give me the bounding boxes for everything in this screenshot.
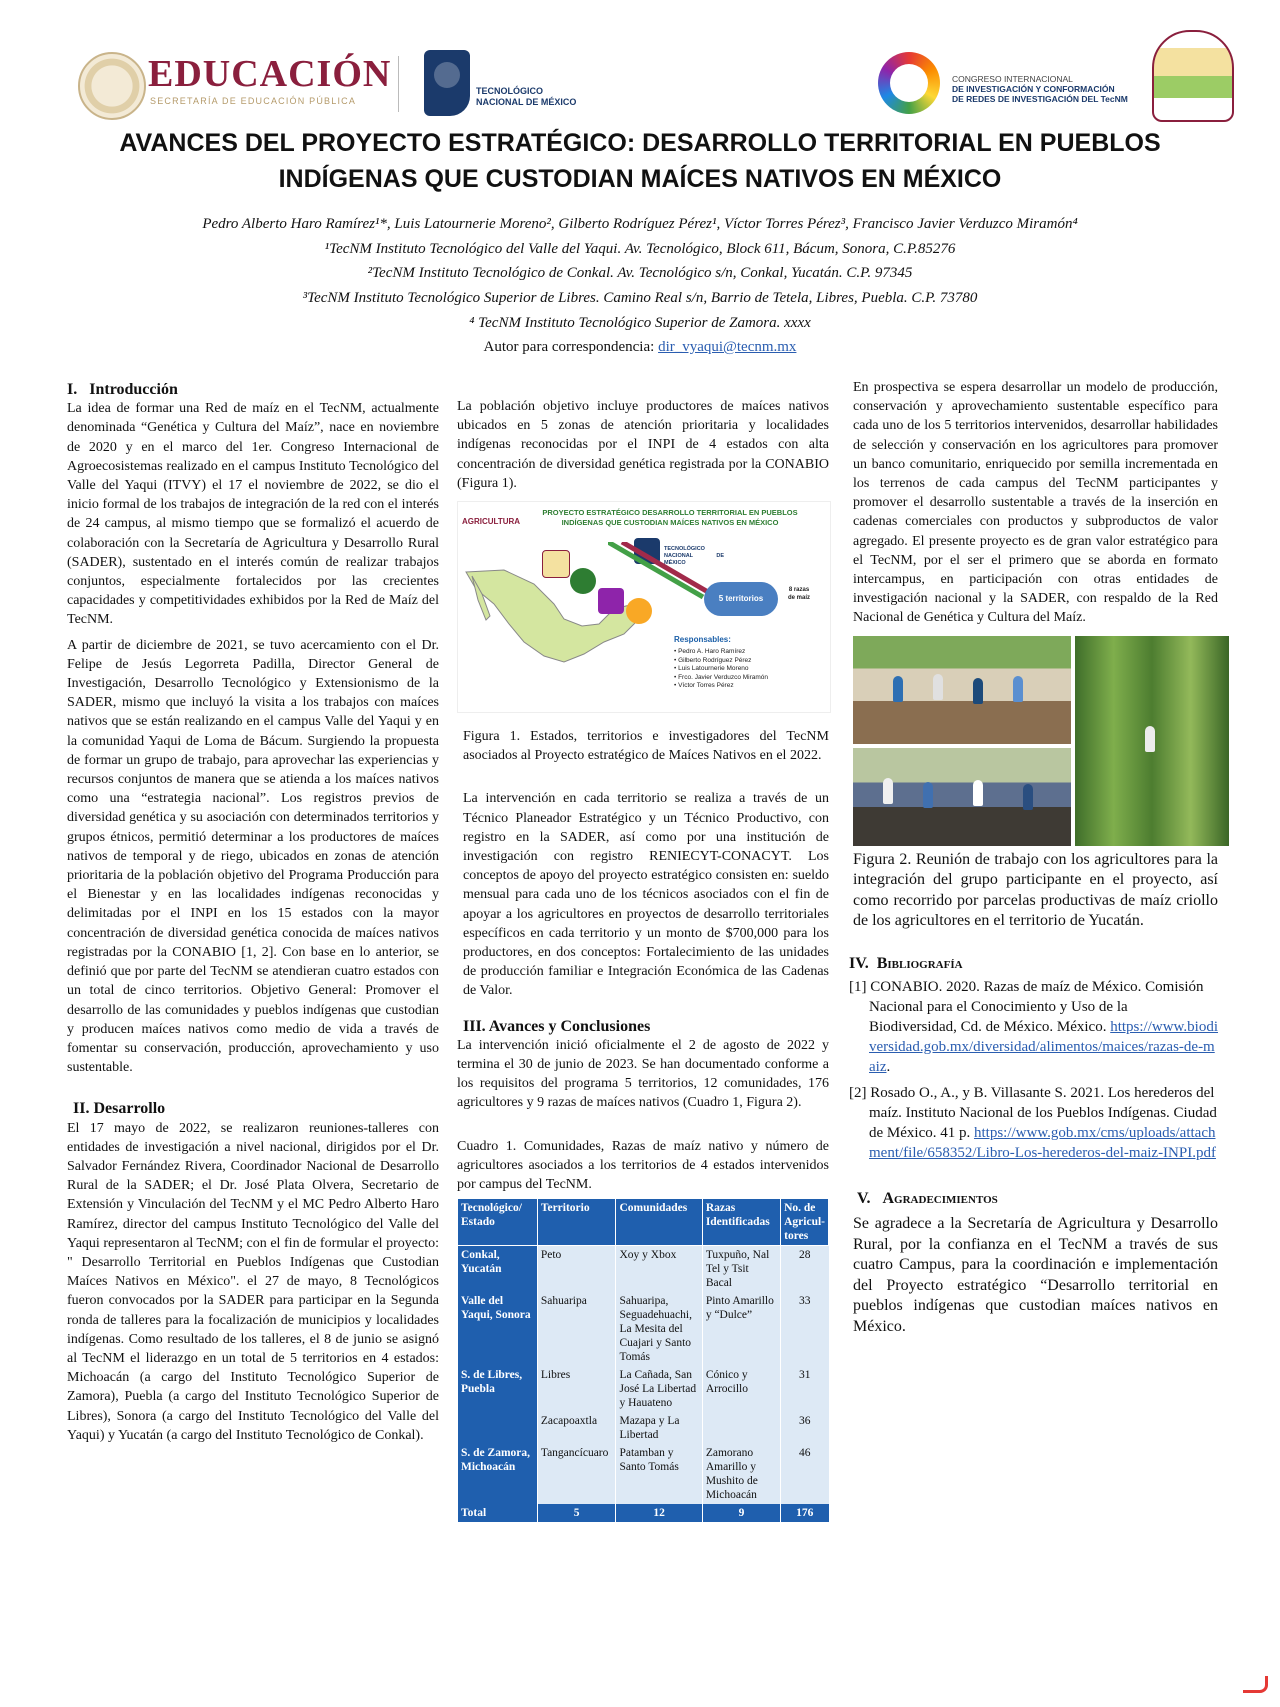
cell-agricultores: 33 xyxy=(781,1292,829,1366)
agradecimientos-heading xyxy=(853,1189,1218,1208)
agradecimientos-heading-text: Agradecimientos xyxy=(882,1189,998,1207)
cell-razas: Tuxpuño, Nal Tel y Tsit Bacal xyxy=(702,1246,780,1293)
bibliografia-heading-text: Bibliografía xyxy=(876,954,963,972)
total-razas: 9 xyxy=(702,1504,780,1522)
bibliografia-heading-num: IV. xyxy=(849,954,869,972)
educacion-wordmark: EDUCACIÓN xyxy=(148,53,392,95)
spacer xyxy=(457,771,829,789)
column-1 xyxy=(67,380,439,1451)
cell-agricultores: 28 xyxy=(781,1246,829,1293)
intro-heading-num: I. xyxy=(67,381,78,398)
header-comunidades: Comunidades xyxy=(616,1199,702,1246)
desarrollo-paragraph-1: El 17 mayo de 2022, se realizaron reuniones-talleres con entidades de investigación a nivel nacional, dirigidos por el Dr. Salvador Fernández Rivera, Coordinador Nacional de Desarrollo Rural de la SADER; el Dr. José Plata Olvera, Secretario de Extensión y Vinculación del TecNM y el MC Pedro Alberto Haro Ramírez, director del campus Instituto Tecnológico del Valle del Yaqui representaron al TecNM; con el fin de formular el proyecto: " Desarrollo Territorial en Pueblos Indígenas que Custodian Maíces Nativos en México". el 27 de mayo, 8 Tecnológicos fueron convocados por la SADER para participar en la Segunda ronda de talleres para la focalización de municipios y localidades indígenas. Como resultado de los talleres, el 8 de junio se asignó al TecNM el liderazgo en un total de 5 territorios en 4 estados: Michoacán (a cargo del Instituto Tecnológico Superior de Zamora), Puebla (a cargo del Instituto Tecnológico Superior de Libres), Sonora (a cargo del Instituto Tecnológico del Valle del Yaqui) y Yucatán (a cargo del Instituto Tecnológico de Conkal). xyxy=(67,1120,439,1443)
cell-agricultores: 36 xyxy=(781,1412,829,1444)
congreso-wordmark xyxy=(952,74,1128,104)
reference-1-end: . xyxy=(886,1058,891,1075)
person-icon xyxy=(893,676,903,702)
cell-comunidades: Xoy y Xbox xyxy=(616,1246,702,1293)
responsable-5: • Víctor Torres Pérez xyxy=(674,682,734,690)
escudo-mini-icon xyxy=(542,550,570,578)
figure-1-title-line-2: INDÍGENAS QUE CUSTODIAN MAÍCES NATIVOS EN MÉXICO xyxy=(561,518,779,528)
sep-subtitle: SECRETARÍA DE EDUCACIÓN PÚBLICA xyxy=(150,96,357,106)
congreso-line-3: DE REDES DE INVESTIGACIÓN DEL TecNM xyxy=(952,94,1128,104)
person-icon xyxy=(1023,784,1033,810)
total-comunidades: 12 xyxy=(616,1504,702,1522)
congreso-ring-icon xyxy=(878,52,940,114)
table-header-row xyxy=(458,1199,829,1246)
person-icon xyxy=(973,678,983,704)
column-2 xyxy=(457,378,829,1522)
cell-territorio: Zacapoaxtla xyxy=(537,1412,616,1444)
person-icon xyxy=(973,780,983,806)
affiliation-4: ⁴ TecNM Instituto Tecnológico Superior de Zamora. xxxx xyxy=(469,315,811,331)
reference-1-link[interactable]: https://www.biodiversidad.gob.mx/diversidad/alimentos/maices/razas-de-maiz xyxy=(869,1018,1219,1075)
figure-2-caption: Figura 2. Reunión de trabajo con los agricultores para la integración del grupo participante en el proyecto, así como recorrido por parcelas productivas de maíz criollo de los agricultores en el territorio de Yucatán. xyxy=(853,850,1218,930)
tecnm-wordmark xyxy=(476,86,576,108)
table-row xyxy=(458,1292,829,1366)
cell-agricultores: 46 xyxy=(781,1444,829,1504)
desarrollo-paragraph-3: La intervención en cada territorio se realiza a través de un Técnico Planeador Estratégico y un Técnico Productivo, con registro en la SADER, así como por una institución de investigación con registro RENIECYT-CONACYT. Los conceptos de apoyo del proyecto estratégico consisten en: sueldo mensual para cada uno de los técnicos asociados con el fin de apoyar a los agricultores en proyectos de desarrollo territoriales específicos en cada territorio y un monto de $700,000 para los productores, en dos conceptos: Fortalecimiento de las unidades de producción familiar e Integración Económica de las Cadenas de Valor. xyxy=(463,791,829,999)
shield-icon xyxy=(1152,30,1234,122)
razas-line-1: 8 razas xyxy=(788,587,810,594)
tecnm-line-2: NACIONAL DE MÉXICO xyxy=(476,97,577,107)
desarrollo-paragraph-2: La población objetivo incluye productores de maíces nativos ubicados en 5 zonas de atención prioritaria y localidades indígenas reconocidas por el INPI de 4 estados con alta concentración de diversidad genética registrada por la CONABIO (Figura 1). xyxy=(457,399,829,491)
cell-comunidades: La Cañada, San José La Libertad y Hauateno xyxy=(616,1366,702,1412)
header-razas: Razas Identificadas xyxy=(702,1199,780,1246)
bibliografia-list xyxy=(849,977,1218,1163)
avances-heading: III. Avances y Conclusiones xyxy=(463,1017,651,1035)
table-row xyxy=(458,1444,829,1504)
reference-2-text: [2] Rosado O., A., y B. Villasante S. 2021. Los herederos del maíz. Instituto Nacional de los Pueblos Indígenas. Ciudad de México. 41 p. xyxy=(849,1084,1217,1141)
congreso-line-1: CONGRESO INTERNACIONAL xyxy=(952,74,1073,84)
total-territorio: 5 xyxy=(537,1504,616,1522)
reference-1 xyxy=(849,977,1218,1077)
intro-heading xyxy=(67,380,439,399)
reference-2-link[interactable]: https://www.gob.mx/cms/uploads/attachment/file/658352/Libro-Los-herederos-del-maiz-INPI.pdf xyxy=(869,1124,1216,1161)
figure-1-title xyxy=(520,508,820,528)
tecnm-logo xyxy=(424,50,584,116)
tecnm-eagle-icon xyxy=(424,50,470,116)
cell-comunidades: Mazapa y La Libertad xyxy=(616,1412,702,1444)
figure-1-title-line-1: PROYECTO ESTRATÉGICO DESARROLLO TERRITORIAL EN PUEBLOS xyxy=(542,508,798,518)
agricultura-logo: AGRICULTURA xyxy=(462,517,521,527)
cell-razas: Zamorano Amarillo y Mushito de Michoacán xyxy=(702,1444,780,1504)
table-caption: Cuadro 1. Comunidades, Razas de maíz nativo y número de agricultores asociados a los territorios de 4 estados intervenidos por campus del TecNM. xyxy=(457,1138,829,1193)
territorios-badge: 5 territorios xyxy=(704,582,778,616)
arrow-line-green xyxy=(608,542,703,597)
conkal-mini-icon xyxy=(570,568,596,594)
logo-divider xyxy=(398,56,399,112)
responsable-2: • Gilberto Rodríguez Pérez xyxy=(674,656,752,664)
person-icon xyxy=(883,778,893,804)
cell-estado: S. de Libres, Puebla xyxy=(458,1366,538,1444)
cell-territorio: Tangancícuaro xyxy=(537,1444,616,1504)
person-icon xyxy=(923,782,933,808)
table-row xyxy=(458,1246,829,1293)
avances-paragraph-1: La intervención inició oficialmente el 2 de agosto de 2022 y termina el 30 de junio de 2023. Se han documentado conforme a los requisitos del programa 5 territorios, 12 comunidades, 176 agricultores y 9 razas de maíces nativos (Cuadro 1, Figura 2). xyxy=(457,1037,829,1111)
table-row xyxy=(458,1366,829,1412)
affiliation-1: ¹TecNM Instituto Tecnológico del Valle del Yaqui. Av. Tecnológico, Block 611, Bácum, Sonora, C.P.85276 xyxy=(324,241,956,257)
desarrollo-heading: II. Desarrollo xyxy=(73,1100,166,1118)
educacion-logo xyxy=(78,50,392,110)
agradecimientos-heading-num: V. xyxy=(857,1189,871,1207)
figure-1-caption: Figura 1. Estados, territorios e investigadores del TecNM asociados al Proyecto estratégico de Maíces Nativos en el 2022. xyxy=(463,729,829,764)
header-territorio: Territorio xyxy=(537,1199,616,1246)
person-icon xyxy=(1145,726,1155,752)
cell-estado: Valle del Yaqui, Sonora xyxy=(458,1292,538,1366)
communities-table xyxy=(457,1198,829,1522)
intro-paragraph-1: La idea de formar una Red de maíz en el TecNM, actualmente denominada “Genética y Cultura del Maíz”, nace en noviembre de 2020 y en el marco del 1er. Congreso Internacional de Agroecosistemas realizado en el campus Instituto Tecnológico del Valle del Yaqui (ITVY) el 17 el noviembre de 2022, se dio el inicio formal de los trabajos de integración de la red con el interés de 24 campus, al mismo tiempo que se formalizó el acuerdo de colaboración con la Secretaría de Agricultura y Desarrollo Rural (SADER), sustentado en el interés común de realizar trabajos conjuntos, especialmente fortalecidos por las crecientes capacidades y competitividades exhibidos por la Red de Maíz del TecNM. xyxy=(67,401,439,628)
figure-2-photos xyxy=(853,636,1229,846)
authors: Pedro Alberto Haro Ramírez¹*, Luis Latournerie Moreno², Gilberto Rodríguez Pérez¹, Víctor Torres Pérez³, Francisco Javier Verduzco Miramón⁴ xyxy=(202,216,1078,232)
spacer xyxy=(457,1119,829,1137)
national-seal-icon xyxy=(78,52,146,120)
cell-comunidades: Sahuaripa, Seguadehuachi, La Mesita del Cuajari y Santo Tomás xyxy=(616,1292,702,1366)
cell-territorio: Sahuaripa xyxy=(537,1292,616,1366)
responsable-1: • Pedro A. Haro Ramírez xyxy=(674,648,746,656)
cell-estado: S. de Zamora, Michoacán xyxy=(458,1444,538,1504)
person-icon xyxy=(933,674,943,700)
title-line-2: INDÍGENAS QUE CUSTODIAN MAÍCES NATIVOS EN MÉXICO xyxy=(278,165,1002,193)
affiliation-3: ³TecNM Instituto Tecnológico Superior de Libres. Camino Real s/n, Barrio de Tetela, Libres, Puebla. C.P. 73780 xyxy=(302,290,978,306)
cell-razas: Cónico y Arrocillo xyxy=(702,1366,780,1444)
header-estado: Tecnológico/ Estado xyxy=(458,1199,538,1246)
congreso-logo xyxy=(878,52,1168,114)
responsable-4: • Frco. Javier Verduzco Miramón xyxy=(674,673,769,681)
responsables-list xyxy=(674,648,768,691)
reference-1-text: [1] CONABIO. 2020. Razas de maíz de México. Comisión Nacional para el Conocimiento y Uso de la Biodiversidad, Cd. de México. México. xyxy=(849,978,1204,1035)
figure-1 xyxy=(457,501,831,713)
poster-title xyxy=(60,125,1220,197)
cell-agricultores: 31 xyxy=(781,1366,829,1412)
bibliografia-heading xyxy=(849,954,1218,973)
agradecimientos-text: Se agradece a la Secretaría de Agricultura y Desarrollo Rural, por la confianza en el TecNM a través de sus cuatro Campus, para la coordinación e implementación del Proyecto estratégico “Desarrollo territorial en pueblos indígenas que custodian maíces nativos en México. xyxy=(853,1215,1218,1335)
tecnm-line-1: TECNOLÓGICO xyxy=(476,86,543,96)
responsables-label: Responsables: xyxy=(674,635,731,645)
meeting-photo-1 xyxy=(853,636,1071,744)
person-icon xyxy=(1013,676,1023,702)
responsable-3: • Luis Latournerie Moreno xyxy=(674,665,749,673)
cell-territorio: Peto xyxy=(537,1246,616,1293)
intro-heading-text: Introducción xyxy=(89,381,178,398)
total-label: Total xyxy=(458,1504,538,1522)
razas-label xyxy=(788,586,810,602)
affiliation-2: ²TecNM Instituto Tecnológico de Conkal. Av. Tecnológico s/n, Conkal, Yucatán. C.P. 97345 xyxy=(367,265,913,281)
reference-2 xyxy=(849,1083,1218,1163)
correspondence-email-link[interactable]: dir_vyaqui@tecnm.mx xyxy=(658,339,797,355)
header-agricultores: No. de Agricul-tores xyxy=(781,1199,829,1246)
prospectiva-paragraph: En prospectiva se espera desarrollar un modelo de producción, conservación y aprovechamiento sustentable específico para cada uno de los 5 territorios intervenidos, desarrollar habilidades de selección y conservación en los agricultores para promover un banco comunitario, enriquecido por semilla incrementada en los terrenos de cada campus del TecNM participantes y promover el desarrollo sustentable a través de la inserción en cadenas comerciales con productos y subproductos de valor agregado. El presente proyecto es de gran valor estratégico para el TecNM, por el ser el primero que se aborda en formato intercampus, en participación con otras entidades de investigación nacional y la SADER, con respaldo de la Red Nacional de Genética y Cultura del Maíz. xyxy=(853,380,1218,626)
intro-paragraph-2: A partir de diciembre de 2021, se tuvo acercamiento con el Dr. Felipe de Jesús Legorreta Padilla, Director General de Investigación, Desarrollo Tecnológico y Extensionismo de la SADER, mismo que incluyó la visita a los trabajos con maíces nativos que se están realizando en el campus Valle del Yaqui y en la comunidad Yaqui de Loma de Bácum. Surgiendo la propuesta de formar un grupo de trabajo, para aprovechar las experiencias y recursos conjuntos de manera que se atienda a los maíces nativos como una “estrategia nacional”. Los registros previos de diversidad genética y su asociación con determinados territorios y grupos étnicos, permitió determinar a los productores de maíces nativos de temporal y de riego, ubicados en zonas de atención prioritaria de la población objetivo del Programa Producción para el Bienestar y en las localidades indígenas reconocidas y delimitadas por el INPI en los 15 estados con la mayor concentración de diversidad genética conocida de maíces nativos registradas por la CONABIO [1, 2]. Con base en lo anterior, se definió que por parte del TecNM se atendieran cuatro estados con un total de cinco territorios. Objetivo General: Promover el desarrollo de las comunidades y pueblos indígenas que custodian y producen maíces nativos como medio de vida a través de fomentar su conservación, producción, aprovechamiento y uso sustentable. xyxy=(67,637,439,1076)
cell-comunidades: Patamban y Santo Tomás xyxy=(616,1444,702,1504)
table-total-row xyxy=(458,1504,829,1522)
cornfield-photo xyxy=(1075,636,1229,846)
total-agricultores: 176 xyxy=(781,1504,829,1522)
congreso-line-2: DE INVESTIGACIÓN Y CONFORMACIÓN xyxy=(952,84,1115,94)
arrow-line-maroon xyxy=(622,542,708,592)
figure-1-tec-label: TECNOLÓGICO NACIONAL DE MÉXICO xyxy=(664,546,724,567)
correspondence xyxy=(60,339,1220,356)
column-3 xyxy=(849,378,1219,1343)
title-line-1: AVANCES DEL PROYECTO ESTRATÉGICO: DESARROLLO TERRITORIAL EN PUEBLOS xyxy=(119,129,1161,157)
correspondence-label: Autor para correspondencia: xyxy=(483,339,659,355)
cell-territorio: Libres xyxy=(537,1366,616,1412)
corner-mark-icon xyxy=(1243,1676,1268,1693)
column-2-spacer xyxy=(457,378,829,397)
escudo-logo xyxy=(1152,30,1232,122)
cell-razas: Pinto Amarillo y “Dulce” xyxy=(702,1292,780,1366)
razas-line-2: de maíz xyxy=(788,595,811,602)
meeting-photo-2 xyxy=(853,748,1071,846)
cell-estado: Conkal, Yucatán xyxy=(458,1246,538,1293)
